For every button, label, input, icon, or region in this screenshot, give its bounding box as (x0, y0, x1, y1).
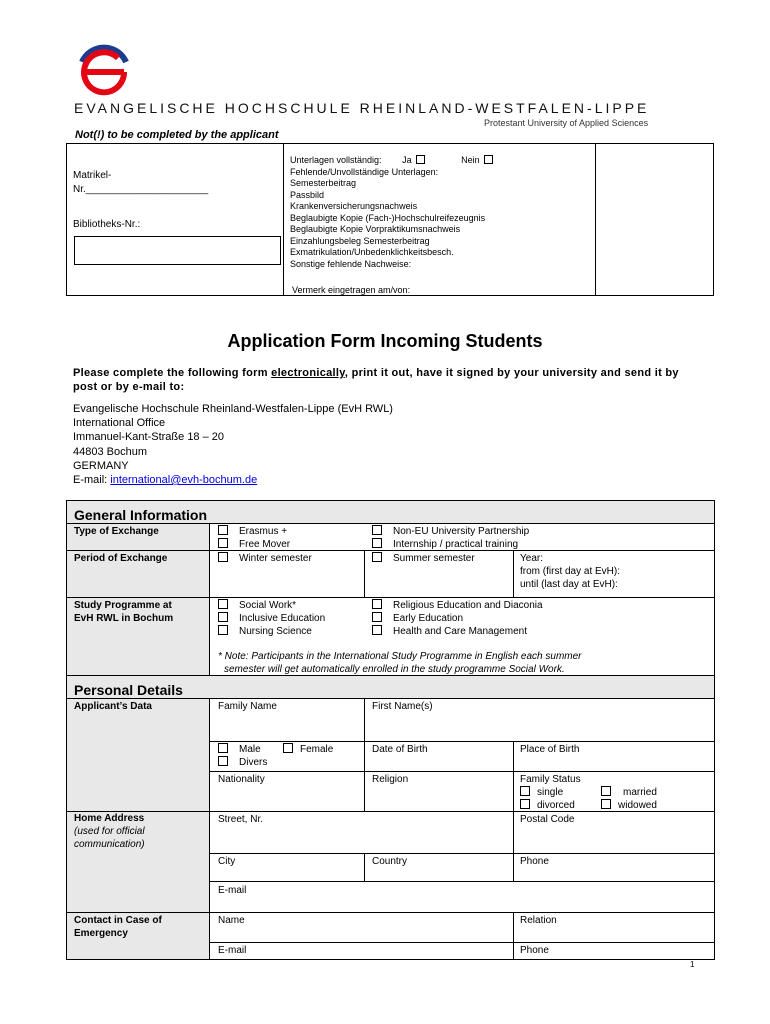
checkbox[interactable] (372, 612, 382, 622)
phone-field[interactable]: Phone (520, 856, 549, 867)
checkbox[interactable] (218, 525, 228, 535)
address-line: 44803 Bochum (73, 445, 147, 458)
option-non-eu[interactable] (372, 525, 529, 538)
option-label: Internship / practical training (393, 539, 519, 550)
home-label-line: Home Address (74, 813, 145, 824)
doc-item: Semesterbeitrag (290, 178, 357, 188)
general-info-heading: General Information (66, 500, 715, 524)
option-health-care[interactable] (372, 625, 527, 638)
applicant-data-label: Applicant’s Data (74, 701, 152, 712)
doc-item: Exmatrikulation/Unbedenklichkeitsbesch. (290, 247, 454, 257)
checkbox[interactable] (218, 599, 228, 609)
option-religious-education[interactable] (372, 599, 543, 612)
row-divider (210, 942, 715, 943)
country-field[interactable]: Country (372, 856, 408, 867)
checkbox[interactable] (520, 786, 530, 796)
vermerk-label: Vermerk eingetragen am/von: (292, 285, 411, 295)
university-logo (74, 40, 134, 100)
option-label: Early Education (393, 613, 464, 624)
contact-label-line: Emergency (74, 928, 128, 939)
email-link[interactable]: international@evh-bochum.de (110, 474, 258, 487)
option-label: married (623, 787, 657, 798)
checkbox[interactable] (218, 538, 228, 548)
type-of-exchange-label: Type of Exchange (74, 526, 159, 537)
option-label: Non-EU University Partnership (393, 526, 530, 537)
until-label[interactable]: until (last day at EvH): (520, 579, 618, 590)
general-row-divider (66, 597, 715, 598)
checkbox[interactable] (283, 743, 293, 753)
contact-email-field[interactable]: E-mail (218, 945, 247, 956)
address-line: GERMANY (73, 459, 129, 472)
general-right-border (714, 524, 715, 675)
home-sub-line: communication) (74, 839, 145, 850)
year-label: Year: (520, 553, 543, 564)
contact-name-field[interactable]: Name (218, 915, 245, 926)
home-sub-line: (used for official (74, 826, 145, 837)
relation-field[interactable]: Relation (520, 915, 557, 926)
home-address-label (74, 812, 145, 851)
university-subtitle: Protestant University of Applied Sciences (484, 118, 649, 128)
option-inclusive-education[interactable] (218, 612, 325, 625)
checkbox[interactable] (372, 525, 382, 535)
row-divider (210, 741, 715, 742)
option-married[interactable] (601, 786, 657, 799)
option-label: Health and Care Management (393, 626, 527, 637)
option-label: Male (239, 744, 261, 755)
email-line (73, 473, 393, 487)
doc-item: Krankenversicherungsnachweis (290, 201, 418, 211)
office-use-heading: Not(!) to be completed by the applicant (75, 129, 279, 141)
matrikel-label: Matrikel- (73, 170, 112, 181)
row-divider (210, 853, 715, 854)
intro-emphasis: electronically (271, 367, 345, 379)
email-label: E-mail: (73, 474, 111, 487)
study-note (218, 650, 582, 676)
contact-phone-field[interactable]: Phone (520, 945, 549, 956)
street-field[interactable]: Street, Nr. (218, 814, 264, 825)
doc-item: Beglaubigte Kopie Vorpraktikumsnachweis (290, 224, 461, 234)
checkbox[interactable] (601, 786, 611, 796)
table-bottom-border (66, 959, 715, 960)
contact-label-line: Contact in Case of (74, 915, 162, 926)
study-label-line: Study Programme at (74, 600, 172, 611)
ja-label: Ja (402, 155, 412, 165)
address-line: Evangelische Hochschule Rheinland-Westfalen-Lippe (EvH RWL) (73, 403, 393, 415)
option-label: widowed (618, 800, 657, 811)
checkbox[interactable] (372, 599, 382, 609)
option-label: Winter semester (239, 553, 312, 564)
doc-item: Fehlende/Unvollständige Unterlagen: (290, 166, 439, 177)
option-divers[interactable] (218, 756, 267, 769)
study-label (74, 599, 173, 625)
option-male[interactable] (218, 743, 261, 756)
matrikel-line: Nr.______________________ (73, 184, 209, 195)
option-label: Summer semester (393, 553, 475, 564)
note-line: semester will get automatically enrolled in the study programme Social Work. (224, 664, 565, 675)
col-divider (364, 699, 365, 811)
option-label: Nursing Science (239, 626, 312, 637)
study-label-line: EvH RWL in Bochum (74, 613, 174, 624)
city-field[interactable]: City (218, 856, 236, 867)
checkbox[interactable] (218, 625, 228, 635)
address-block (73, 402, 393, 487)
option-single[interactable] (520, 786, 563, 799)
postal-code-field[interactable]: Postal Code (520, 814, 575, 825)
period-divider (364, 550, 365, 597)
university-name: EVANGELISCHE HOCHSCHULE RHEINLAND-WESTFALEN-LIPPE (74, 100, 650, 116)
option-label: divorced (537, 800, 575, 811)
family-name-field[interactable]: Family Name (218, 701, 277, 712)
bibliotheks-label: Bibliotheks-Nr.: (73, 219, 141, 230)
row-divider (210, 881, 715, 882)
personal-details-heading: Personal Details (66, 675, 715, 699)
matrikel-field[interactable] (73, 169, 208, 197)
col-divider (513, 741, 514, 811)
doc-item: Sonstige fehlende Nachweise: (290, 258, 412, 269)
option-internship[interactable] (372, 538, 518, 551)
intro-text (73, 366, 693, 394)
checkbox[interactable] (372, 625, 382, 635)
period-divider (513, 550, 514, 597)
intro-before: Please complete the following form (73, 367, 272, 379)
col-divider (364, 853, 365, 881)
option-label: single (537, 787, 564, 798)
religion-field[interactable]: Religion (372, 774, 409, 785)
bibliotheks-input[interactable] (74, 236, 281, 265)
nein-checkbox[interactable] (484, 155, 493, 164)
option-widowed[interactable] (601, 799, 657, 812)
doc-item: Passbild (290, 189, 325, 200)
option-divorced[interactable] (520, 799, 575, 812)
checkbox[interactable] (218, 756, 228, 766)
option-female[interactable] (283, 743, 333, 756)
option-label: Inclusive Education (239, 613, 326, 624)
option-label: Free Mover (239, 539, 291, 550)
note-line: * Note: Participants in the International Study Programme in English each summer (218, 651, 582, 662)
option-label: Religious Education and Diaconia (393, 600, 543, 611)
page-number: 1 (690, 960, 695, 969)
doc-item: Beglaubigte Kopie (Fach-)Hochschulreifezeugnis (290, 212, 486, 223)
checkbox[interactable] (372, 538, 382, 548)
checkbox[interactable] (601, 799, 611, 809)
checkbox[interactable] (520, 799, 530, 809)
checkbox[interactable] (218, 743, 228, 753)
from-label[interactable]: from (first day at EvH): (520, 566, 621, 577)
option-label: Social Work* (239, 600, 297, 611)
option-label: Erasmus + (239, 526, 288, 537)
intro-after: , print it out, have it signed by your university and send it by post or by e-mail to: (73, 367, 679, 393)
doc-item: Einzahlungsbeleg Semesterbeitrag (290, 235, 430, 246)
option-winter[interactable] (218, 552, 312, 565)
col-divider (513, 811, 514, 881)
date-of-birth-field[interactable]: Date of Birth (372, 744, 428, 755)
checkbox[interactable] (218, 612, 228, 622)
address-line: Immanuel-Kant-Straße 18 – 20 (73, 431, 225, 444)
place-of-birth-field[interactable]: Place of Birth (520, 744, 580, 755)
nein-label: Nein (461, 155, 480, 165)
option-free-mover[interactable] (218, 538, 290, 551)
first-names-field[interactable]: First Name(s) (372, 701, 433, 712)
personal-right-border (714, 699, 715, 959)
period-label: Period of Exchange (74, 553, 168, 564)
checkbox[interactable] (372, 552, 382, 562)
address-line: International Office (73, 417, 166, 430)
family-status-label: Family Status (520, 774, 581, 785)
office-use-divider (595, 143, 596, 296)
option-summer[interactable] (372, 552, 475, 565)
documents-header: Unterlagen vollständig: (290, 155, 382, 165)
email-field[interactable]: E-mail (218, 885, 247, 896)
documents-header-row (290, 155, 590, 167)
option-label: Female (300, 744, 334, 755)
checkbox[interactable] (218, 552, 228, 562)
page-title: Application Form Incoming Students (227, 331, 543, 351)
option-erasmus[interactable] (218, 525, 287, 538)
logo-red-e (84, 52, 124, 92)
option-label: Divers (239, 757, 268, 768)
option-social-work[interactable] (218, 599, 296, 612)
emergency-contact-label (74, 914, 162, 940)
nationality-field[interactable]: Nationality (218, 774, 265, 785)
row-divider (210, 771, 715, 772)
option-nursing-science[interactable] (218, 625, 312, 638)
option-early-education[interactable] (372, 612, 463, 625)
documents-checklist (290, 155, 590, 270)
col-divider (513, 912, 514, 959)
row-divider (66, 912, 715, 913)
ja-checkbox[interactable] (416, 155, 425, 164)
